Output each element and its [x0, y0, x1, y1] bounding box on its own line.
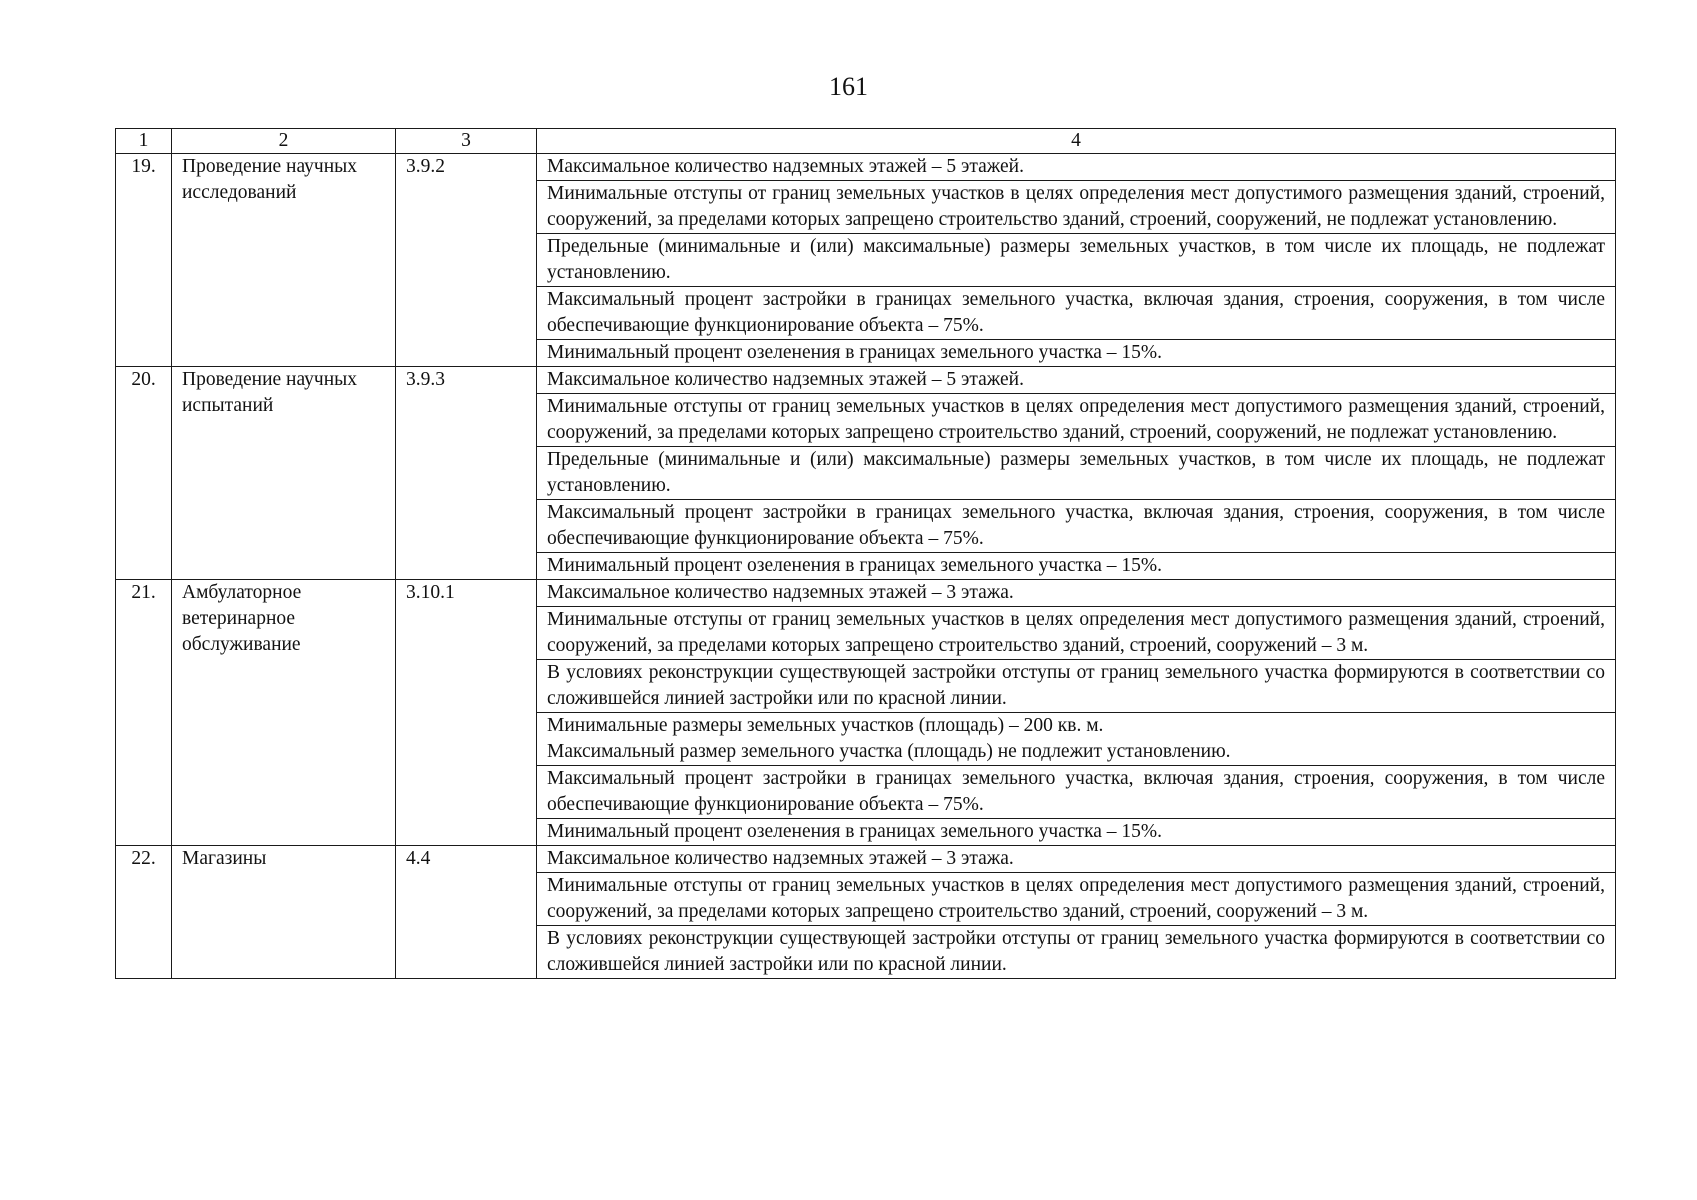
regulation-text: Минимальный процент озеленения в границах земельного участка – 15%.	[547, 555, 1163, 576]
use-type-code: 3.9.3	[396, 367, 537, 580]
regulation-cell	[537, 367, 1616, 394]
regulation-text: В условиях реконструкции существующей застройки отступы от границ земельного участка формируются в соответствии со сложившейся линией застройки или по красной линии.	[547, 662, 1605, 709]
use-type-name: Проведение научных испытаний	[172, 367, 396, 580]
regulation-cell	[537, 154, 1616, 181]
use-type-name: Проведение научных исследований	[172, 154, 396, 367]
regulation-text: Максимальный процент застройки в границах земельного участка, включая здания, строения, сооружения, в том числе обеспечивающие функционирование объекта – 75%.	[547, 768, 1605, 815]
regulation-text: Предельные (минимальные и (или) максимальные) размеры земельных участков, в том числе их площадь, не подлежат установлению.	[547, 236, 1605, 283]
page-number: 161	[829, 72, 868, 101]
regulation-text: Максимальное количество надземных этажей – 3 этажа.	[547, 848, 1014, 869]
regulations-table	[115, 128, 1616, 979]
regulation-cell	[537, 580, 1616, 607]
regulation-cell	[537, 819, 1616, 846]
use-type-name: Магазины	[172, 846, 396, 979]
table-body	[116, 129, 1616, 979]
regulation-text: Минимальные отступы от границ земельных участков в целях определения мест допустимого размещения зданий, строений, сооружений, за пределами которых запрещено строительство зданий, строений, сооружений, не подлежат установлению.	[547, 183, 1605, 230]
table-row	[116, 580, 1616, 607]
table-row	[116, 367, 1616, 394]
regulation-text: Максимальный процент застройки в границах земельного участка, включая здания, строения, сооружения, в том числе обеспечивающие функционирование объекта – 75%.	[547, 502, 1605, 549]
regulation-text: Минимальный процент озеленения в границах земельного участка – 15%.	[547, 342, 1163, 363]
regulation-text: Максимальный процент застройки в границах земельного участка, включая здания, строения, сооружения, в том числе обеспечивающие функционирование объекта – 75%.	[547, 289, 1605, 336]
row-number: 21.	[116, 580, 172, 846]
regulation-text: Максимальное количество надземных этажей – 5 этажей.	[547, 156, 1024, 177]
regulation-text: Максимальное количество надземных этажей – 3 этажа.	[547, 582, 1014, 603]
regulation-text: Минимальные отступы от границ земельных участков в целях определения мест допустимого размещения зданий, строений, сооружений, за пределами которых запрещено строительство зданий, строений, сооружений, не подлежат установлению.	[547, 396, 1605, 443]
regulation-cell	[537, 607, 1616, 660]
header-cell: 4	[537, 129, 1616, 154]
header-cell: 2	[172, 129, 396, 154]
regulation-cell	[537, 447, 1616, 500]
regulation-cell	[537, 873, 1616, 926]
table-row	[116, 154, 1616, 181]
regulation-cell	[537, 713, 1616, 766]
regulation-text: В условиях реконструкции существующей застройки отступы от границ земельного участка формируются в соответствии со сложившейся линией застройки или по красной линии.	[547, 928, 1605, 975]
table-row	[116, 846, 1616, 873]
use-type-code: 3.10.1	[396, 580, 537, 846]
use-type-code: 4.4	[396, 846, 537, 979]
regulation-text: Минимальные отступы от границ земельных участков в целях определения мест допустимого размещения зданий, строений, сооружений, за пределами которых запрещено строительство зданий, строений, сооружений – 3 м.	[547, 875, 1605, 922]
regulation-text: Минимальные отступы от границ земельных участков в целях определения мест допустимого размещения зданий, строений, сооружений, за пределами которых запрещено строительство зданий, строений, сооружений – 3 м.	[547, 609, 1605, 656]
use-type-name: Амбулаторное ветеринарное обслуживание	[172, 580, 396, 846]
use-type-code: 3.9.2	[396, 154, 537, 367]
regulation-cell	[537, 287, 1616, 340]
table-header-row	[116, 129, 1616, 154]
regulation-cell	[537, 181, 1616, 234]
regulation-cell	[537, 926, 1616, 979]
regulation-cell	[537, 660, 1616, 713]
row-number: 22.	[116, 846, 172, 979]
regulation-cell	[537, 500, 1616, 553]
row-number: 19.	[116, 154, 172, 367]
regulation-text: Максимальный размер земельного участка (площадь) не подлежит установлению.	[547, 741, 1231, 762]
regulation-cell	[537, 340, 1616, 367]
header-cell: 3	[396, 129, 537, 154]
row-number: 20.	[116, 367, 172, 580]
regulation-cell	[537, 846, 1616, 873]
regulation-cell	[537, 553, 1616, 580]
regulation-text: Минимальный процент озеленения в границах земельного участка – 15%.	[547, 821, 1163, 842]
regulation-cell	[537, 766, 1616, 819]
regulation-cell	[537, 234, 1616, 287]
header-cell: 1	[116, 129, 172, 154]
regulation-cell	[537, 394, 1616, 447]
regulation-text: Минимальные размеры земельных участков (площадь) – 200 кв. м.	[547, 715, 1104, 736]
regulation-text: Максимальное количество надземных этажей – 5 этажей.	[547, 369, 1024, 390]
regulation-text: Предельные (минимальные и (или) максимальные) размеры земельных участков, в том числе их площадь, не подлежат установлению.	[547, 449, 1605, 496]
